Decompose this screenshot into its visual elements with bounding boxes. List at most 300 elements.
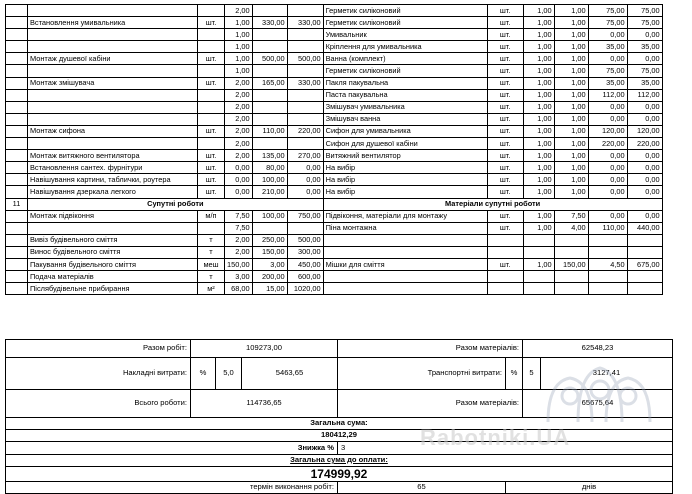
material-name [323, 271, 487, 283]
work-sum [287, 29, 323, 41]
material-count: 1,00 [554, 17, 588, 29]
material-count: 1,00 [554, 41, 588, 53]
work-qty: 2,00 [225, 89, 253, 101]
row-index [6, 53, 28, 65]
work-sum: 300,00 [287, 246, 323, 258]
summary-table [5, 329, 673, 494]
works-total-value: 109273,00 [191, 339, 338, 357]
work-sum: 220,00 [287, 125, 323, 137]
table-row [6, 17, 663, 29]
material-sum: 0,00 [627, 29, 662, 41]
work-qty: 68,00 [225, 283, 253, 295]
table-row [6, 125, 663, 137]
material-count: 1,00 [554, 113, 588, 125]
work-price: 110,00 [252, 125, 287, 137]
work-sum: 600,00 [287, 271, 323, 283]
table-row [6, 210, 663, 222]
materials-total-label: Разом матеріалів: [338, 339, 523, 357]
work-unit: м² [198, 283, 225, 295]
work-name [28, 89, 198, 101]
all-works-value: 114736,65 [191, 389, 338, 417]
work-name [28, 138, 198, 150]
work-qty: 0,00 [225, 186, 253, 198]
material-qty [523, 271, 554, 283]
material-qty: 1,00 [523, 174, 554, 186]
work-sum: 500,00 [287, 53, 323, 65]
estimate-table [5, 4, 663, 295]
material-count: 1,00 [554, 150, 588, 162]
work-name [28, 41, 198, 53]
work-price [252, 5, 287, 17]
overhead-pct-sign: % [191, 357, 216, 389]
row-index [6, 222, 28, 234]
material-unit: шт. [487, 29, 523, 41]
material-unit: шт. [487, 210, 523, 222]
work-sum: 0,00 [287, 174, 323, 186]
work-sum: 270,00 [287, 150, 323, 162]
transport-value: 3127,41 [541, 357, 673, 389]
row-index [6, 138, 28, 150]
material-name: На вибір [323, 186, 487, 198]
table-row [6, 246, 663, 258]
transport-label: Транспортні витрати: [338, 357, 506, 389]
work-price: 250,00 [252, 234, 287, 246]
payable-value: 174999,92 [6, 466, 673, 481]
material-sum: 35,00 [627, 77, 662, 89]
material-name: Умивальник [323, 29, 487, 41]
material-price: 120,00 [588, 125, 627, 137]
work-price: 135,00 [252, 150, 287, 162]
work-qty: 1,00 [225, 41, 253, 53]
table-row [6, 77, 663, 89]
term-unit: днів [506, 481, 673, 493]
material-count: 1,00 [554, 101, 588, 113]
transport-pct-sign: % [506, 357, 523, 389]
work-unit [198, 41, 225, 53]
material-unit [487, 246, 523, 258]
material-count: 1,00 [554, 65, 588, 77]
work-qty: 7,50 [225, 222, 253, 234]
material-sum: 0,00 [627, 210, 662, 222]
material-sum [627, 283, 662, 295]
work-price: 15,00 [252, 283, 287, 295]
work-unit [198, 89, 225, 101]
work-price: 200,00 [252, 271, 287, 283]
table-row [6, 113, 663, 125]
work-unit: шт. [198, 162, 225, 174]
row-index [6, 234, 28, 246]
work-price [252, 101, 287, 113]
material-qty: 1,00 [523, 29, 554, 41]
material-qty: 1,00 [523, 41, 554, 53]
work-unit [198, 29, 225, 41]
work-qty: 1,00 [225, 29, 253, 41]
work-price: 3,00 [252, 258, 287, 270]
work-name: Винос будівельного сміття [28, 246, 198, 258]
table-row [6, 198, 663, 210]
row-index [6, 210, 28, 222]
material-sum: 675,00 [627, 258, 662, 270]
work-price [252, 138, 287, 150]
material-qty: 1,00 [523, 65, 554, 77]
row-index [6, 283, 28, 295]
work-qty: 2,00 [225, 138, 253, 150]
table-row [6, 101, 663, 113]
work-qty: 2,00 [225, 113, 253, 125]
work-name: Монтаж підвіконня [28, 210, 198, 222]
material-unit: шт. [487, 17, 523, 29]
material-count: 1,00 [554, 162, 588, 174]
table-row [6, 41, 663, 53]
material-sum: 0,00 [627, 162, 662, 174]
section-materials-title: Матеріали супутні роботи [323, 198, 662, 210]
material-count: 1,00 [554, 5, 588, 17]
material-sum [627, 271, 662, 283]
term-label: термін виконання робіт: [6, 481, 338, 493]
material-qty: 1,00 [523, 17, 554, 29]
discount-label: Знижка % [6, 441, 338, 454]
material-name: Піна монтажна [323, 222, 487, 234]
material-qty [523, 283, 554, 295]
work-qty: 2,00 [225, 77, 253, 89]
works-total-label: Разом робіт: [6, 339, 191, 357]
work-unit: шт. [198, 125, 225, 137]
material-qty: 1,00 [523, 186, 554, 198]
table-row [6, 138, 663, 150]
work-qty: 2,00 [225, 101, 253, 113]
work-price: 80,00 [252, 162, 287, 174]
work-name: Встановлення сантех. фурнітури [28, 162, 198, 174]
work-unit [198, 138, 225, 150]
material-price: 0,00 [588, 113, 627, 125]
row-index [6, 246, 28, 258]
work-price: 150,00 [252, 246, 287, 258]
material-name: Ванна (комплект) [323, 53, 487, 65]
work-sum: 330,00 [287, 77, 323, 89]
material-name [323, 234, 487, 246]
work-name [28, 65, 198, 77]
material-unit: шт. [487, 125, 523, 137]
work-name: Монтаж душевої кабіни [28, 53, 198, 65]
table-row [6, 89, 663, 101]
material-name [323, 283, 487, 295]
material-price: 75,00 [588, 5, 627, 17]
material-count: 150,00 [554, 258, 588, 270]
work-name: Навішування картини, таблички, роутера [28, 174, 198, 186]
work-qty: 0,00 [225, 174, 253, 186]
material-qty: 1,00 [523, 125, 554, 137]
material-count: 1,00 [554, 138, 588, 150]
work-unit: шт. [198, 150, 225, 162]
material-unit: шт. [487, 5, 523, 17]
row-index [6, 77, 28, 89]
work-unit: шт. [198, 174, 225, 186]
material-name: На вибір [323, 174, 487, 186]
work-qty: 0,00 [225, 162, 253, 174]
grand-total-value: 180412,29 [6, 429, 673, 441]
work-name: Навішування дзеркала легкого [28, 186, 198, 198]
watermark-text: Rabotniki.UA [420, 425, 571, 450]
work-sum [287, 89, 323, 101]
material-qty: 1,00 [523, 5, 554, 17]
material-name [323, 246, 487, 258]
table-row [6, 174, 663, 186]
work-unit: шт. [198, 186, 225, 198]
material-name: Кріплення для умивальника [323, 41, 487, 53]
term-value: 65 [338, 481, 506, 493]
work-sum [287, 65, 323, 77]
material-name: Герметик силіконовий [323, 65, 487, 77]
materials-total-value: 62548,23 [523, 339, 673, 357]
work-price: 165,00 [252, 77, 287, 89]
row-index [6, 29, 28, 41]
work-unit: т [198, 234, 225, 246]
work-name: Подача матеріалів [28, 271, 198, 283]
work-price [252, 41, 287, 53]
material-price: 4,50 [588, 258, 627, 270]
work-sum [287, 222, 323, 234]
row-index [6, 5, 28, 17]
material-unit: шт. [487, 186, 523, 198]
material-price: 75,00 [588, 17, 627, 29]
material-price: 112,00 [588, 89, 627, 101]
material-price: 0,00 [588, 162, 627, 174]
material-unit: шт. [487, 174, 523, 186]
work-qty: 150,00 [225, 258, 253, 270]
material-price: 35,00 [588, 77, 627, 89]
row-index [6, 162, 28, 174]
work-name [28, 29, 198, 41]
work-unit [198, 113, 225, 125]
material-unit: шт. [487, 113, 523, 125]
work-unit [198, 101, 225, 113]
material-count: 1,00 [554, 29, 588, 41]
table-row [6, 283, 663, 295]
material-sum: 0,00 [627, 186, 662, 198]
row-index [6, 17, 28, 29]
discount-value: 3 [338, 441, 673, 454]
material-name: Витяжний вентилятор [323, 150, 487, 162]
material-price: 75,00 [588, 65, 627, 77]
work-qty: 3,00 [225, 271, 253, 283]
material-price: 0,00 [588, 53, 627, 65]
material-count: 1,00 [554, 89, 588, 101]
material-count [554, 246, 588, 258]
payable-label: Загальна сума до оплати: [6, 454, 673, 466]
work-sum [287, 5, 323, 17]
material-count [554, 271, 588, 283]
material-sum: 112,00 [627, 89, 662, 101]
material-sum: 440,00 [627, 222, 662, 234]
row-index [6, 101, 28, 113]
work-unit: т [198, 246, 225, 258]
material-unit [487, 234, 523, 246]
row-index [6, 271, 28, 283]
material-count: 1,00 [554, 77, 588, 89]
work-name: Встановлення умивальника [28, 17, 198, 29]
work-qty: 2,00 [225, 246, 253, 258]
material-unit: шт. [487, 77, 523, 89]
material-count [554, 234, 588, 246]
material-qty [523, 234, 554, 246]
work-name: Монтаж сифона [28, 125, 198, 137]
work-price [252, 222, 287, 234]
material-price [588, 283, 627, 295]
work-sum: 0,00 [287, 162, 323, 174]
material-qty: 1,00 [523, 138, 554, 150]
material-unit: шт. [487, 89, 523, 101]
work-price: 330,00 [252, 17, 287, 29]
material-count [554, 283, 588, 295]
material-count: 1,00 [554, 53, 588, 65]
work-name: Вивіз будівельного сміття [28, 234, 198, 246]
work-price [252, 65, 287, 77]
section-index: 11 [6, 198, 28, 210]
material-price [588, 271, 627, 283]
work-name: Монтаж витяжного вентилятора [28, 150, 198, 162]
material-unit: шт. [487, 41, 523, 53]
material-name: Пакля пакувальна [323, 77, 487, 89]
material-name: Герметик силіконовий [323, 5, 487, 17]
work-qty: 2,00 [225, 150, 253, 162]
table-row [6, 258, 663, 270]
work-sum: 1020,00 [287, 283, 323, 295]
material-qty: 1,00 [523, 77, 554, 89]
work-price: 210,00 [252, 186, 287, 198]
material-count: 1,00 [554, 174, 588, 186]
row-index [6, 174, 28, 186]
material-name: Герметик силіконовий [323, 17, 487, 29]
material-sum: 120,00 [627, 125, 662, 137]
work-unit: шт. [198, 77, 225, 89]
work-name [28, 101, 198, 113]
work-sum: 450,00 [287, 258, 323, 270]
table-row [6, 234, 663, 246]
overhead-pct: 5,0 [216, 357, 242, 389]
material-unit: шт. [487, 101, 523, 113]
table-row [6, 53, 663, 65]
material-qty: 1,00 [523, 89, 554, 101]
work-name: Монтаж змішувача [28, 77, 198, 89]
material-qty: 1,00 [523, 258, 554, 270]
row-index [6, 186, 28, 198]
table-row [6, 162, 663, 174]
material-sum: 0,00 [627, 174, 662, 186]
work-unit: меш [198, 258, 225, 270]
material-name: Змішувач ванна [323, 113, 487, 125]
all-materials-label: Разом матеріалів: [338, 389, 523, 417]
material-price: 0,00 [588, 29, 627, 41]
material-price [588, 234, 627, 246]
work-name [28, 222, 198, 234]
work-unit: шт. [198, 53, 225, 65]
material-unit: шт. [487, 222, 523, 234]
work-unit: шт. [198, 17, 225, 29]
material-unit: шт. [487, 138, 523, 150]
material-unit [487, 271, 523, 283]
row-index [6, 113, 28, 125]
work-sum [287, 138, 323, 150]
work-sum: 750,00 [287, 210, 323, 222]
material-qty: 1,00 [523, 162, 554, 174]
all-materials-value: 65675,64 [523, 389, 673, 417]
material-name: Підвіконня, матеріали для монтажу [323, 210, 487, 222]
material-sum: 0,00 [627, 53, 662, 65]
material-price: 110,00 [588, 222, 627, 234]
material-price: 0,00 [588, 186, 627, 198]
material-unit: шт. [487, 53, 523, 65]
work-unit [198, 65, 225, 77]
work-sum: 500,00 [287, 234, 323, 246]
estimate-rows [6, 5, 663, 295]
work-price [252, 113, 287, 125]
material-name: Мішки для сміття [323, 258, 487, 270]
table-row [6, 186, 663, 198]
material-sum [627, 246, 662, 258]
work-name [28, 113, 198, 125]
row-index [6, 41, 28, 53]
row-index [6, 89, 28, 101]
material-price: 0,00 [588, 174, 627, 186]
material-sum: 75,00 [627, 5, 662, 17]
material-sum: 35,00 [627, 41, 662, 53]
work-price: 500,00 [252, 53, 287, 65]
material-name: На вибір [323, 162, 487, 174]
material-qty: 1,00 [523, 113, 554, 125]
material-count: 4,00 [554, 222, 588, 234]
work-name: Пакування будівельного сміття [28, 258, 198, 270]
work-sum [287, 41, 323, 53]
work-qty: 2,00 [225, 125, 253, 137]
work-price [252, 89, 287, 101]
grand-total-label: Загальна сума: [6, 417, 673, 429]
material-unit: шт. [487, 150, 523, 162]
material-sum: 220,00 [627, 138, 662, 150]
material-price: 220,00 [588, 138, 627, 150]
row-index [6, 258, 28, 270]
work-unit [198, 5, 225, 17]
work-sum [287, 101, 323, 113]
material-unit [487, 283, 523, 295]
work-sum: 0,00 [287, 186, 323, 198]
material-count: 1,00 [554, 186, 588, 198]
material-qty: 1,00 [523, 222, 554, 234]
work-unit [198, 222, 225, 234]
work-price: 100,00 [252, 210, 287, 222]
work-name: Післябудівельне прибирання [28, 283, 198, 295]
work-qty: 7,50 [225, 210, 253, 222]
material-name: Сифон для умивальника [323, 125, 487, 137]
material-price: 35,00 [588, 41, 627, 53]
work-unit: м/п [198, 210, 225, 222]
material-qty: 1,00 [523, 53, 554, 65]
table-row [6, 271, 663, 283]
material-price: 0,00 [588, 101, 627, 113]
material-name: Паста пакувальна [323, 89, 487, 101]
material-sum: 0,00 [627, 150, 662, 162]
material-price: 0,00 [588, 150, 627, 162]
table-row [6, 65, 663, 77]
table-row [6, 150, 663, 162]
work-qty: 1,00 [225, 17, 253, 29]
work-name [28, 5, 198, 17]
row-index [6, 150, 28, 162]
material-unit: шт. [487, 65, 523, 77]
overhead-value: 5463,65 [242, 357, 338, 389]
transport-pct: 5 [523, 357, 541, 389]
row-index [6, 125, 28, 137]
row-index [6, 65, 28, 77]
